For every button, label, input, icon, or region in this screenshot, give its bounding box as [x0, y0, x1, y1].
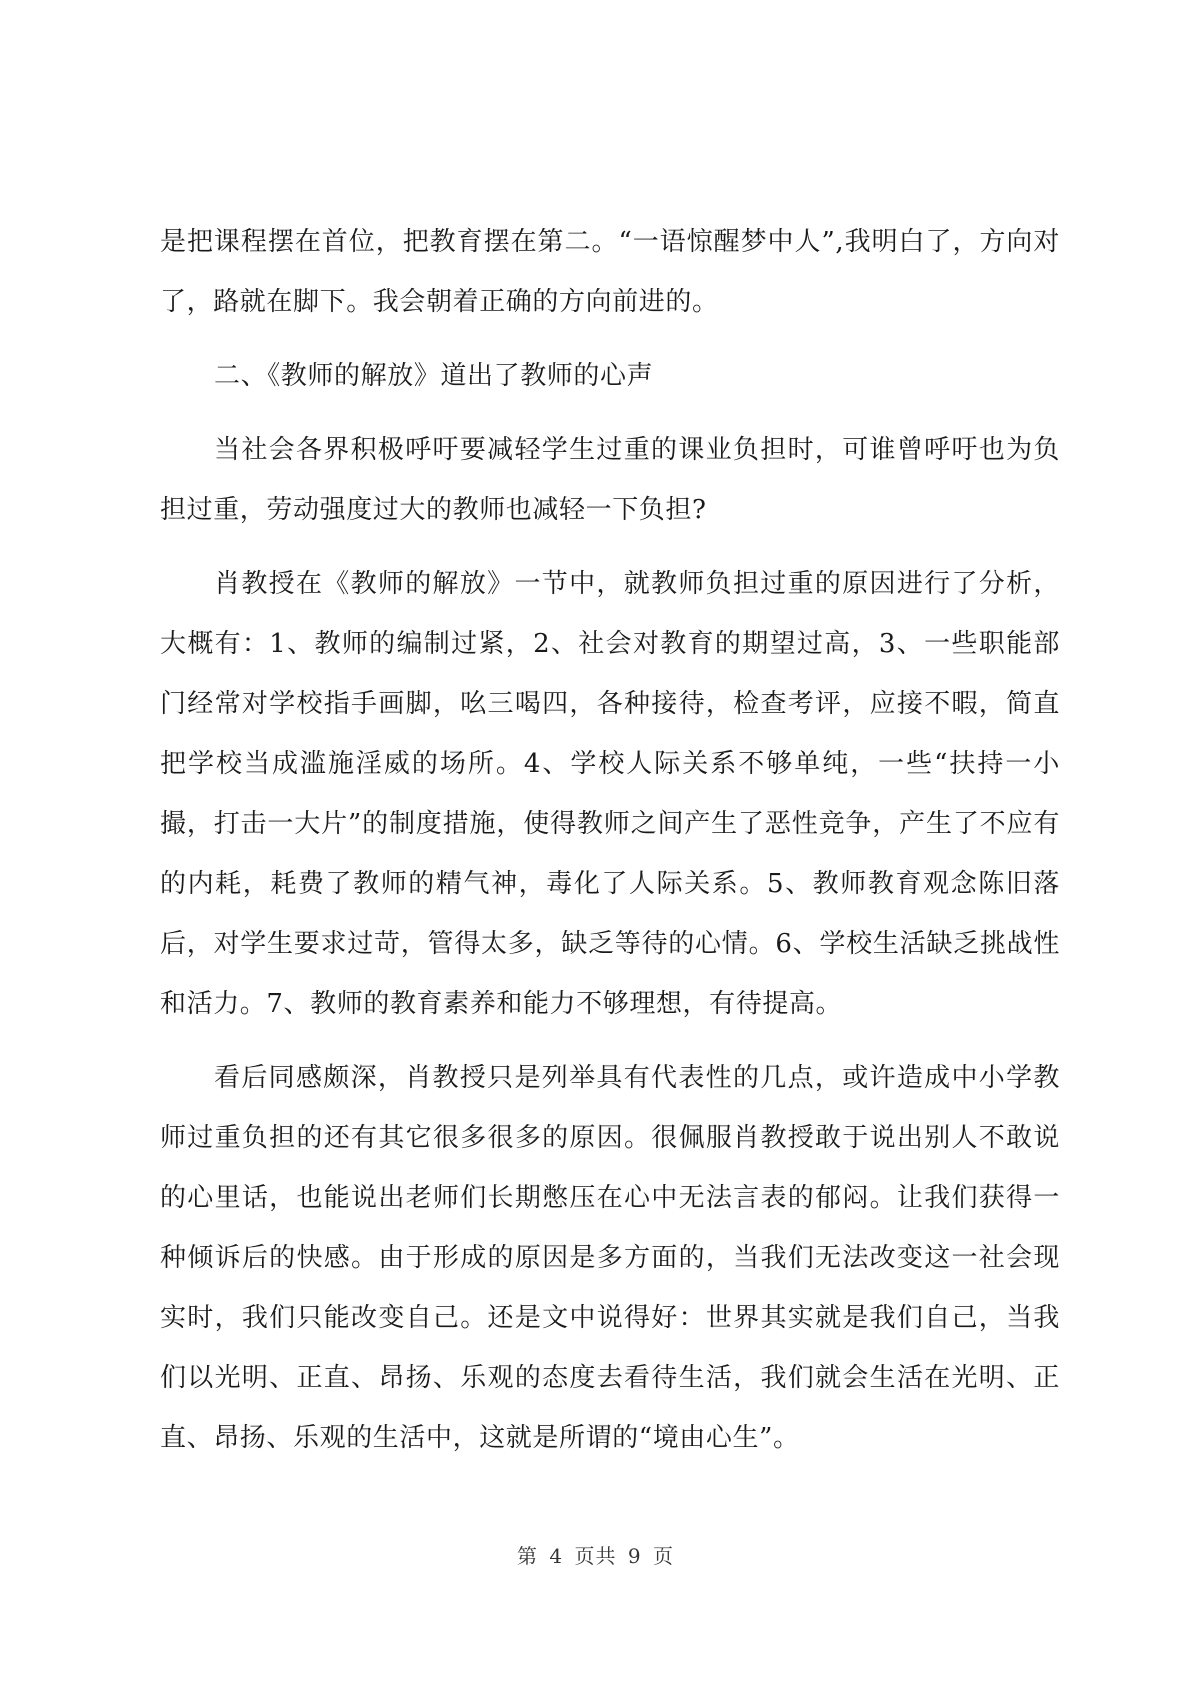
- paragraph-continuation: 是把课程摆在首位，把教育摆在第二。“一语惊醒梦中人”,我明白了，方向对了，路就在脚下。我会朝着正确的方向前进的。: [160, 227, 1060, 317]
- current-page-number: 4: [549, 1544, 564, 1568]
- footer-suffix: 页: [652, 1544, 674, 1568]
- page-footer: [0, 1540, 1191, 1569]
- document-body: [160, 212, 1060, 1468]
- paragraph: 当社会各界积极呼吁要减轻学生过重的课业负担时，可谁曾呼吁也为负担过重，劳动强度过大的教师也减轻一下负担?: [160, 435, 1060, 525]
- paragraph: 肖教授在《教师的解放》一节中，就教师负担过重的原因进行了分析，大概有：1、教师的编制过紧，2、社会对教育的期望过高，3、一些职能部门经常对学校指手画脚，吆三喝四，各种接待，检查考评，应接不暇，简直把学校当成滥施淫威的场所。4、学校人际关系不够单纯，一些“扶持一小撮，打击一大片”的制度措施，使得教师之间产生了恶性竞争，产生了不应有的内耗，耗费了教师的精气神，毒化了人际关系。5、教师教育观念陈旧落后，对学生要求过苛，管得太多，缺乏等待的心情。6、学校生活缺乏挑战性和活力。7、教师的教育素养和能力不够理想，有待提高。: [160, 569, 1060, 1019]
- total-pages-number: 9: [627, 1544, 642, 1568]
- section-heading: 二、《教师的解放》道出了教师的心声: [214, 361, 654, 391]
- paragraph: 看后同感颇深，肖教授只是列举具有代表性的几点，或许造成中小学教师过重负担的还有其它很多很多的原因。很佩服肖教授敢于说出别人不敢说的心里话，也能说出老师们长期憋压在心中无法言表的郁闷。让我们获得一种倾诉后的快感。由于形成的原因是多方面的，当我们无法改变这一社会现实时，我们只能改变自己。还是文中说得好：世界其实就是我们自己，当我们以光明、正直、昂扬、乐观的态度去看待生活，我们就会生活在光明、正直、昂扬、乐观的生活中，这就是所谓的“境由心生”。: [160, 1063, 1060, 1453]
- footer-middle: 页共: [574, 1544, 617, 1568]
- footer-prefix: 第: [517, 1544, 539, 1568]
